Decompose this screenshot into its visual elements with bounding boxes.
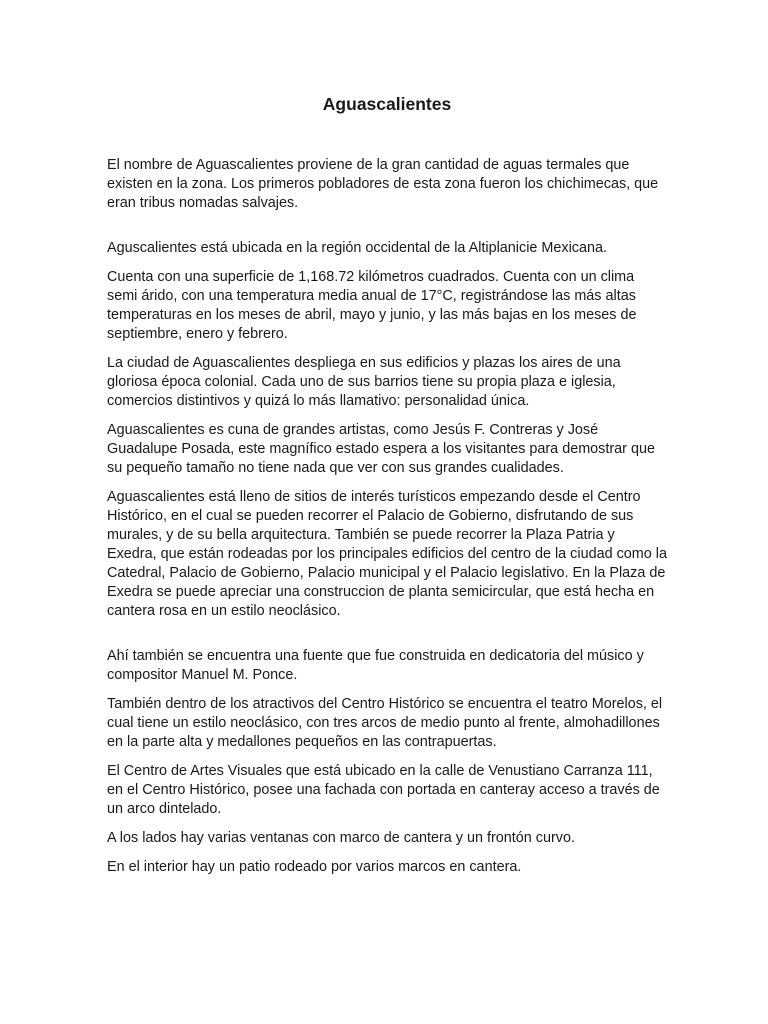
paragraph-artists: Aguascalientes es cuna de grandes artistas, como Jesús F. Contreras y José Guadalupe Posada, este magnífico estado espera a los visitantes para demostrar que su pequeño tamaño no tiene nada que ver con sus grandes cualidades. — [107, 422, 655, 476]
document-title: Aguascalientes — [322, 94, 452, 114]
paragraph-visual-arts-center: El Centro de Artes Visuales que está ubicado en la calle de Venustiano Carranza 111, en el Centro Histórico, posee una fachada con portada en canteray acceso a través de un arco dintelado. — [107, 763, 660, 817]
paragraph-origin-name: El nombre de Aguascalientes proviene de la gran cantidad de aguas termales que existen en la zona. Los primeros pobladores de esta zona fueron los chichimecas, que eran tribus nomadas salvajes. — [107, 157, 659, 211]
paragraph-colonial-city: La ciudad de Aguascalientes despliega en sus edificios y plazas los aires de una gloriosa época colonial. Cada uno de sus barrios tiene su propia plaza e iglesia, comercios distintivos y quizá lo más llamativo: personalidad única. — [107, 355, 621, 409]
paragraph-climate: Cuenta con una superficie de 1,168.72 kilómetros cuadrados. Cuenta con un clima semi árido, con una temperatura media anual de 17°C, registrándose las más altas temperaturas en los meses de abril, mayo y junio, y las más bajas en los meses de septiembre, enero y febrero. — [107, 269, 637, 342]
paragraph-windows: A los lados hay varias ventanas con marco de cantera y un frontón curvo. — [107, 830, 575, 846]
paragraph-fountain: Ahí también se encuentra una fuente que fue construida en dedicatoria del músico y compositor Manuel M. Ponce. — [107, 648, 644, 683]
paragraph-location: Aguscalientes está ubicada en la región occidental de la Altiplanicie Mexicana. — [107, 240, 607, 256]
paragraph-teatro-morelos: También dentro de los atractivos del Centro Histórico se encuentra el teatro Morelos, el cual tiene un estilo neoclásico, con tres arcos de medio punto al frente, almohadillones en la parte alta y medallones pequeños en las contrapuertas. — [107, 696, 663, 750]
document-page — [107, 92, 667, 877]
paragraph-patio: En el interior hay un patio rodeado por varios marcos en cantera. — [107, 859, 522, 875]
paragraph-tourist-sites: Aguascalientes está lleno de sitios de interés turísticos empezando desde el Centro Histórico, en el cual se pueden recorrer el Palacio de Gobierno, disfrutando de sus murales, y de su bella arquitectura. También se puede recorrer la Plaza Patria y Exedra, que están rodeadas por los principales edificios del centro de la ciudad como la Catedral, Palacio de Gobierno, Palacio municipal y el Palacio legislativo. En la Plaza de Exedra se puede apreciar una construccion de planta semicircular, que está hecha en cantera rosa en un estilo neoclásico. — [107, 489, 667, 619]
